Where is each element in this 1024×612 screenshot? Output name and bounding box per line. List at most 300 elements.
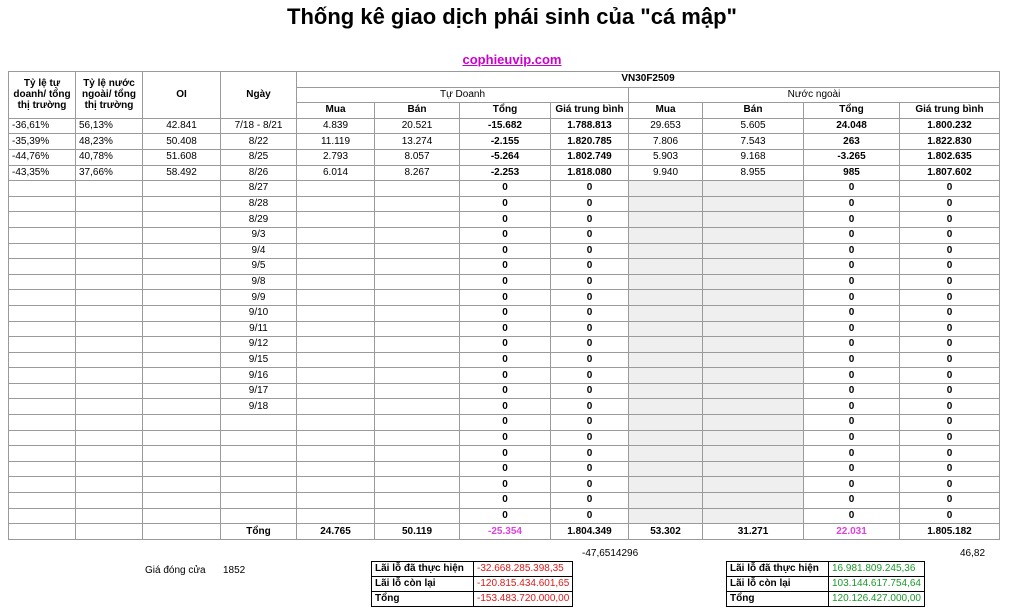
cell-nn-gia: 0 [900, 493, 1000, 509]
table-row [9, 352, 1000, 368]
cell-td-gia: 1.818.080 [551, 165, 629, 181]
cell-nn-tong: 0 [804, 181, 900, 197]
cell-nn-tong: -3.265 [804, 149, 900, 165]
pl-row [372, 577, 573, 592]
cell-r1 [9, 243, 76, 259]
close-price-value: 1852 [223, 565, 246, 576]
cell-td-mua [297, 399, 375, 415]
cell-r2 [76, 477, 143, 493]
cell-nn-tong: 24.048 [804, 118, 900, 134]
cell-nn-ban [703, 305, 804, 321]
cell-td-ban [375, 477, 460, 493]
cell-nn-ban [703, 477, 804, 493]
cell-td-mua [297, 461, 375, 477]
cell-td-tong: 0 [460, 446, 551, 462]
cell-nn-gia: 1.802.635 [900, 149, 1000, 165]
cell-td-mua [297, 337, 375, 353]
cell-oi: 58.492 [143, 165, 221, 181]
cell-r2 [76, 243, 143, 259]
cell-oi [143, 461, 221, 477]
pl-table-tu-doanh [371, 561, 573, 607]
cell-td-ban [375, 383, 460, 399]
cell-r2 [76, 461, 143, 477]
cell-nn-mua [629, 446, 703, 462]
cell-oi [143, 243, 221, 259]
cell-nn-mua [629, 259, 703, 275]
cell-r1 [9, 305, 76, 321]
cell-r1 [9, 399, 76, 415]
cell-nn-tong: 0 [804, 305, 900, 321]
cell-nn-tong: 263 [804, 134, 900, 150]
cell-r1 [9, 493, 76, 509]
pl-label: Lãi lỗ còn lại [727, 577, 829, 592]
cell-td-tong: 0 [460, 305, 551, 321]
cell-nn-ban [703, 274, 804, 290]
cell-td-gia: 0 [551, 274, 629, 290]
cell-td-gia: 0 [551, 305, 629, 321]
cell-nn-mua [629, 383, 703, 399]
cell-td-tong: 0 [460, 321, 551, 337]
cell-date [221, 415, 297, 431]
cell-r2 [76, 212, 143, 228]
cell-td-ban [375, 430, 460, 446]
cell-nn-tong: 0 [804, 368, 900, 384]
cell-nn-ban [703, 461, 804, 477]
cell-nn-gia: 0 [900, 259, 1000, 275]
cell-td-ban [375, 399, 460, 415]
cell-oi [143, 259, 221, 275]
cell-r2 [76, 508, 143, 524]
pl-value: 120.126.427.000,00 [829, 592, 925, 607]
cell-r2 [76, 227, 143, 243]
pl-row [372, 592, 573, 607]
pl-row [372, 562, 573, 577]
cell-nn-ban [703, 227, 804, 243]
cell-oi [143, 290, 221, 306]
header-td-ban: Bán [375, 103, 460, 119]
cell-td-tong: 0 [460, 477, 551, 493]
cell-nn-ban [703, 181, 804, 197]
cell-nn-tong: 0 [804, 337, 900, 353]
cell-td-gia: 0 [551, 243, 629, 259]
cell-nn-mua [629, 352, 703, 368]
cell-td-gia: 0 [551, 196, 629, 212]
cell-r2 [76, 337, 143, 353]
cell-nn-mua [629, 227, 703, 243]
cell-r2: 56,13% [76, 118, 143, 134]
cell-td-mua [297, 243, 375, 259]
cell-nn-gia: 0 [900, 321, 1000, 337]
cell-nn-mua [629, 493, 703, 509]
cell-td-mua [297, 305, 375, 321]
cell-date [221, 446, 297, 462]
cell-td-mua [297, 321, 375, 337]
cell-r2 [76, 274, 143, 290]
cell-r2 [76, 415, 143, 431]
pl-table-nuoc-ngoai [726, 561, 925, 607]
cell-td-ban: 8.057 [375, 149, 460, 165]
cell-nn-ban [703, 212, 804, 228]
table-row [9, 383, 1000, 399]
cell-nn-mua [629, 243, 703, 259]
cell-r2 [76, 321, 143, 337]
cell-r1 [9, 290, 76, 306]
cell-date [221, 493, 297, 509]
cell-nn-ban [703, 508, 804, 524]
cell-nn-gia: 0 [900, 212, 1000, 228]
cell-nn-gia: 0 [900, 196, 1000, 212]
cell-date: 9/11 [221, 321, 297, 337]
cell-nn-tong: 0 [804, 243, 900, 259]
cell-date: 9/15 [221, 352, 297, 368]
cell-td-tong: 0 [460, 290, 551, 306]
header-nn-tong: Tổng [804, 103, 900, 119]
cell-td-ban [375, 274, 460, 290]
cell-td-gia: 0 [551, 415, 629, 431]
cell-r1 [9, 461, 76, 477]
table-row [9, 415, 1000, 431]
total-label: Tổng [221, 524, 297, 540]
cell-td-tong: -5.264 [460, 149, 551, 165]
cell-nn-mua [629, 337, 703, 353]
table-row [9, 321, 1000, 337]
table-row [9, 368, 1000, 384]
cell-td-gia: 0 [551, 227, 629, 243]
pl-row [727, 592, 925, 607]
cell-td-tong: 0 [460, 337, 551, 353]
total-nn-ban: 31.271 [703, 524, 804, 540]
cell-td-tong: 0 [460, 508, 551, 524]
cell-td-mua: 4.839 [297, 118, 375, 134]
close-price-label: Giá đóng cửa [145, 565, 206, 576]
pl-value: 16.981.809.245,36 [829, 562, 925, 577]
cell-r1 [9, 383, 76, 399]
cell-td-gia: 0 [551, 493, 629, 509]
cell-td-tong: 0 [460, 212, 551, 228]
cell-r1 [9, 415, 76, 431]
cell-oi: 50.408 [143, 134, 221, 150]
table-row [9, 446, 1000, 462]
pl-label: Lãi lỗ đã thực hiện [372, 562, 474, 577]
cell-r1 [9, 368, 76, 384]
cell-td-gia: 0 [551, 508, 629, 524]
header-contract: VN30F2509 [297, 72, 1000, 88]
cell-td-gia: 0 [551, 181, 629, 197]
cell-date: 9/16 [221, 368, 297, 384]
cell-r2 [76, 399, 143, 415]
cell-oi [143, 493, 221, 509]
cell-r2 [76, 259, 143, 275]
cell-r2 [76, 305, 143, 321]
cell-nn-tong: 0 [804, 352, 900, 368]
cell-date: 9/10 [221, 305, 297, 321]
cell-nn-gia: 0 [900, 415, 1000, 431]
table-row [9, 181, 1000, 197]
cell-nn-ban [703, 243, 804, 259]
td-avg-diff: -47,6514296 [582, 548, 639, 559]
table-row [9, 212, 1000, 228]
cell-r1 [9, 430, 76, 446]
cell-r2: 48,23% [76, 134, 143, 150]
cell-oi [143, 321, 221, 337]
cell-nn-gia: 1.822.830 [900, 134, 1000, 150]
cell-r1 [9, 321, 76, 337]
cell-r1 [9, 508, 76, 524]
cell-r1 [9, 274, 76, 290]
cell-td-mua [297, 274, 375, 290]
header-td-mua: Mua [297, 103, 375, 119]
cell-nn-mua [629, 399, 703, 415]
cell-nn-gia: 0 [900, 461, 1000, 477]
cell-td-mua [297, 477, 375, 493]
cell-nn-mua [629, 461, 703, 477]
cell-nn-mua [629, 430, 703, 446]
cell-date: 9/18 [221, 399, 297, 415]
header-nn-gia: Giá trung bình [900, 103, 1000, 119]
cell-nn-tong: 0 [804, 196, 900, 212]
cell-r2 [76, 446, 143, 462]
cell-r2 [76, 196, 143, 212]
cell-nn-mua [629, 196, 703, 212]
cell-r1: -35,39% [9, 134, 76, 150]
cell-td-gia: 0 [551, 477, 629, 493]
cell-td-tong: 0 [460, 493, 551, 509]
cell-td-mua [297, 508, 375, 524]
cell-nn-ban [703, 446, 804, 462]
cell-td-ban: 8.267 [375, 165, 460, 181]
cell-nn-mua [629, 368, 703, 384]
cell-date [221, 461, 297, 477]
cell-oi: 42.841 [143, 118, 221, 134]
cell-td-gia: 0 [551, 383, 629, 399]
cell-r1: -44,76% [9, 149, 76, 165]
table-row [9, 399, 1000, 415]
cell-nn-ban: 8.955 [703, 165, 804, 181]
cell-r2: 40,78% [76, 149, 143, 165]
cell-oi [143, 181, 221, 197]
cell-td-gia: 1.802.749 [551, 149, 629, 165]
cell-oi [143, 430, 221, 446]
cell-td-gia: 0 [551, 259, 629, 275]
header-nn-ban: Bán [703, 103, 804, 119]
cell-nn-mua: 7.806 [629, 134, 703, 150]
cell-td-ban [375, 290, 460, 306]
cell-date [221, 508, 297, 524]
pl-label: Lãi lỗ đã thực hiện [727, 562, 829, 577]
page-title: Thống kê giao dịch phái sinh của "cá mập" [287, 4, 737, 29]
cell-date: 8/26 [221, 165, 297, 181]
cell-nn-tong: 0 [804, 383, 900, 399]
table-row [9, 118, 1000, 134]
cell-nn-gia: 0 [900, 368, 1000, 384]
cell-nn-tong: 0 [804, 493, 900, 509]
cell-nn-tong: 0 [804, 446, 900, 462]
cell-td-mua [297, 227, 375, 243]
total-nn-tong: 22.031 [804, 524, 900, 540]
cell-oi [143, 446, 221, 462]
cell-td-ban [375, 196, 460, 212]
total-row [9, 524, 1000, 540]
cell-nn-ban [703, 493, 804, 509]
cell-date: 8/28 [221, 196, 297, 212]
cell-td-gia: 0 [551, 368, 629, 384]
cell-date: 9/4 [221, 243, 297, 259]
cell-td-mua [297, 446, 375, 462]
cell-td-ban [375, 259, 460, 275]
cell-td-ban [375, 368, 460, 384]
cell-oi [143, 477, 221, 493]
cell-td-gia: 0 [551, 461, 629, 477]
header-ratio-nn: Tỷ lệ nước ngoài/ tổng thị trường [76, 72, 143, 119]
table-row [9, 337, 1000, 353]
table-row [9, 461, 1000, 477]
cell-nn-ban: 5.605 [703, 118, 804, 134]
cell-nn-gia: 0 [900, 305, 1000, 321]
cell-oi [143, 383, 221, 399]
cell-td-mua [297, 383, 375, 399]
cell-td-gia: 1.820.785 [551, 134, 629, 150]
cell-nn-tong: 0 [804, 274, 900, 290]
cell-nn-tong: 0 [804, 212, 900, 228]
header-date: Ngày [221, 72, 297, 119]
total-td-gia: 1.804.349 [551, 524, 629, 540]
cell-r1 [9, 259, 76, 275]
cell-nn-tong: 0 [804, 399, 900, 415]
cell-nn-mua [629, 508, 703, 524]
table-row [9, 305, 1000, 321]
cell-td-tong: 0 [460, 227, 551, 243]
cell-date [221, 430, 297, 446]
cell-td-gia: 0 [551, 321, 629, 337]
pl-label: Tổng [372, 592, 474, 607]
cell-td-mua [297, 430, 375, 446]
cell-td-ban [375, 181, 460, 197]
cell-td-mua [297, 415, 375, 431]
cell-nn-gia: 0 [900, 430, 1000, 446]
total-td-tong: -25.354 [460, 524, 551, 540]
cell-nn-gia: 1.800.232 [900, 118, 1000, 134]
cell-td-gia: 0 [551, 430, 629, 446]
cell-td-gia: 0 [551, 290, 629, 306]
cell-r1 [9, 352, 76, 368]
cell-oi [143, 305, 221, 321]
cell-date: 9/17 [221, 383, 297, 399]
cell-td-ban [375, 337, 460, 353]
cell-td-mua [297, 368, 375, 384]
cell-td-ban [375, 352, 460, 368]
cell-nn-ban [703, 196, 804, 212]
pl-value: 103.144.617.754,64 [829, 577, 925, 592]
cell-td-mua [297, 493, 375, 509]
cell-td-tong: 0 [460, 352, 551, 368]
cell-date: 8/27 [221, 181, 297, 197]
pl-value: -120.815.434.601,65 [474, 577, 573, 592]
cell-oi [143, 352, 221, 368]
cell-nn-ban [703, 399, 804, 415]
cell-td-ban [375, 493, 460, 509]
cell-nn-tong: 0 [804, 227, 900, 243]
cell-td-mua [297, 212, 375, 228]
header-nn-mua: Mua [629, 103, 703, 119]
table-row [9, 477, 1000, 493]
cell-r1 [9, 337, 76, 353]
cell-td-tong: 0 [460, 243, 551, 259]
cell-td-ban [375, 243, 460, 259]
total-td-ban: 50.119 [375, 524, 460, 540]
cell-nn-ban [703, 321, 804, 337]
cell-td-tong: 0 [460, 399, 551, 415]
pl-row [727, 562, 925, 577]
cell-r1 [9, 227, 76, 243]
cell-nn-mua [629, 321, 703, 337]
cell-td-ban [375, 212, 460, 228]
cell-nn-tong: 0 [804, 508, 900, 524]
cell-td-tong: 0 [460, 368, 551, 384]
cell-td-gia: 0 [551, 212, 629, 228]
cell-oi [143, 196, 221, 212]
cell-nn-mua: 9.940 [629, 165, 703, 181]
cell-nn-tong: 0 [804, 259, 900, 275]
cell-r2: 37,66% [76, 165, 143, 181]
header-td-tong: Tổng [460, 103, 551, 119]
cell-nn-gia: 0 [900, 508, 1000, 524]
cell-date [221, 477, 297, 493]
cell-td-ban [375, 227, 460, 243]
cell-nn-gia: 1.807.602 [900, 165, 1000, 181]
cell-nn-mua: 5.903 [629, 149, 703, 165]
cell-nn-ban: 9.168 [703, 149, 804, 165]
cell-r2 [76, 368, 143, 384]
cell-nn-ban: 7.543 [703, 134, 804, 150]
cell-td-tong: 0 [460, 196, 551, 212]
cell-nn-mua [629, 305, 703, 321]
pl-value: -153.483.720.000,00 [474, 592, 573, 607]
cell-date: 9/5 [221, 259, 297, 275]
cell-td-mua: 2.793 [297, 149, 375, 165]
cell-nn-gia: 0 [900, 227, 1000, 243]
cell-td-tong: 0 [460, 259, 551, 275]
cell-nn-gia: 0 [900, 243, 1000, 259]
cell-td-tong: -2.155 [460, 134, 551, 150]
site-link[interactable]: cophieuvip.com [462, 52, 562, 67]
table-row [9, 196, 1000, 212]
cell-nn-mua [629, 212, 703, 228]
cell-r2 [76, 430, 143, 446]
cell-td-tong: -2.253 [460, 165, 551, 181]
cell-td-mua [297, 181, 375, 197]
cell-nn-tong: 0 [804, 430, 900, 446]
cell-nn-ban [703, 259, 804, 275]
table-row [9, 430, 1000, 446]
cell-nn-mua [629, 274, 703, 290]
cell-nn-ban [703, 383, 804, 399]
cell-td-tong: 0 [460, 274, 551, 290]
table-row [9, 165, 1000, 181]
cell-oi [143, 212, 221, 228]
cell-td-mua [297, 290, 375, 306]
pl-row [727, 577, 925, 592]
stats-table [8, 71, 1000, 540]
cell-r1: -36,61% [9, 118, 76, 134]
cell-r1 [9, 477, 76, 493]
header-ratio-td: Tỷ lệ tự doanh/ tổng thị trường [9, 72, 76, 119]
table-row [9, 493, 1000, 509]
cell-oi [143, 368, 221, 384]
cell-r2 [76, 290, 143, 306]
cell-td-mua [297, 352, 375, 368]
cell-r1 [9, 446, 76, 462]
cell-nn-gia: 0 [900, 274, 1000, 290]
